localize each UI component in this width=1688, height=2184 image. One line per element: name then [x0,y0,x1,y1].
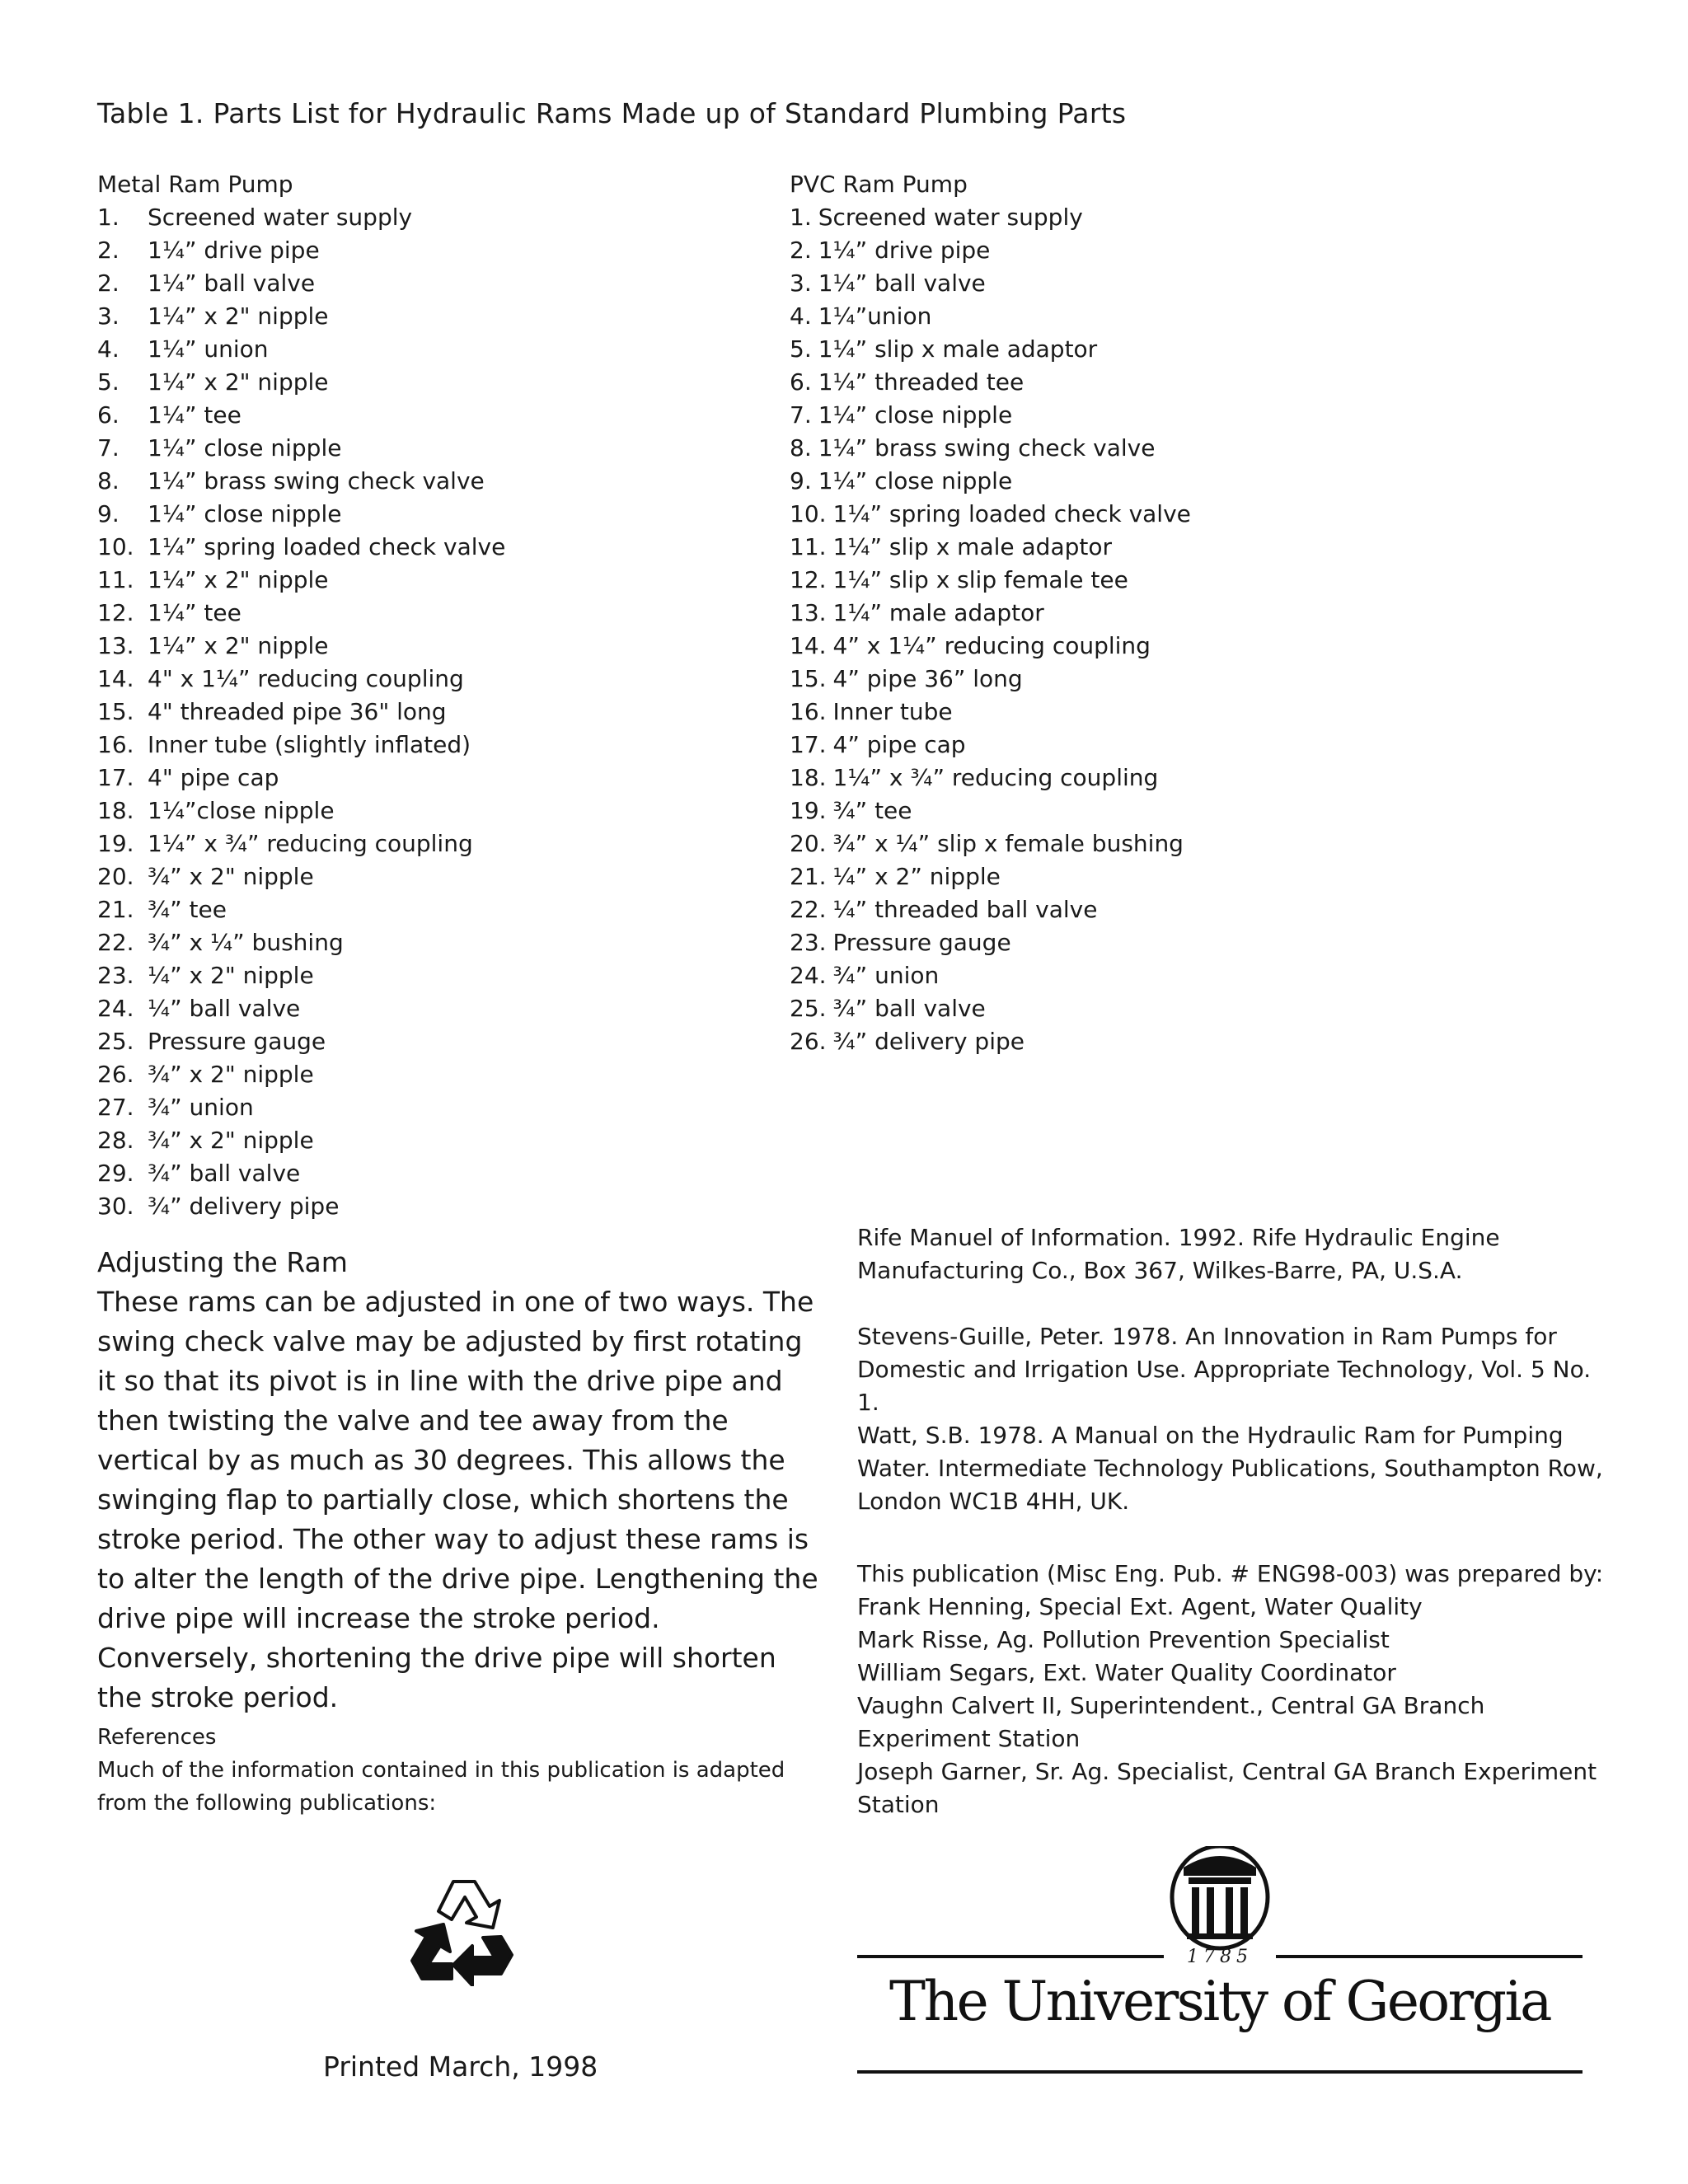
item-text: ¾” delivery pipe [832,1028,1025,1055]
item-text: ¾” x 2" nipple [148,863,314,890]
item-number: 2. [790,237,812,264]
list-item [790,794,1191,827]
pvc-ram-column [790,168,1191,1058]
item-number: 9. [790,467,812,494]
list-item [790,432,1191,465]
item-text: 4” pipe 36” long [832,665,1023,692]
list-item [97,333,505,366]
item-number: 7. [97,434,120,462]
item-text: ¾” delivery pipe [148,1193,340,1220]
item-text: 4” pipe cap [832,731,966,758]
item-number: 17. [97,764,134,791]
item-text: Screened water supply [818,204,1083,231]
item-text: ¾” x ¼” bushing [148,929,344,956]
preparer-name: Vaughn Calvert II, Superintendent., Central GA Branch Experiment Station [857,1692,1485,1752]
item-text: 1¼” brass swing check valve [818,434,1156,462]
item-number: 30. [97,1193,134,1220]
item-text: 1¼” ball valve [148,269,316,297]
item-number: 21. [97,896,134,923]
recycle-icon [410,1875,522,1986]
item-text: ¼” threaded ball valve [832,896,1098,923]
list-item [790,663,1191,696]
item-number: 16. [97,731,134,758]
reference-item: Rife Manuel of Information. 1992. Rife Hydraulic Engine Manufacturing Co., Box 367, Wilkes-Barre, PA, U.S.A. [857,1224,1500,1284]
item-text: 4” x 1¼” reducing coupling [832,632,1151,659]
item-number: 22. [790,896,827,923]
item-text: 1¼” slip x male adaptor [832,533,1113,560]
list-item [97,465,505,498]
list-item [97,794,505,827]
list-item [97,992,505,1025]
item-number: 18. [97,797,134,824]
preparer-name: William Segars, Ext. Water Quality Coordinator [857,1659,1396,1686]
item-text: 1¼” close nipple [148,434,342,462]
list-item [97,201,505,234]
item-number: 14. [790,632,827,659]
list-item [790,992,1191,1025]
list-item [97,432,505,465]
item-number: 24. [97,995,134,1022]
item-number: 8. [97,467,120,494]
item-text: Inner tube [832,698,953,725]
item-text: 1¼” tee [148,599,241,626]
item-number: 29. [97,1160,134,1187]
item-number: 3. [97,302,120,330]
metal-ram-heading: Metal Ram Pump [97,171,293,198]
item-text: Pressure gauge [148,1028,326,1055]
list-item [97,729,505,762]
item-number: 14. [97,665,134,692]
item-text: 1¼” union [148,335,269,363]
list-item [97,366,505,399]
item-text: 1¼” x 2" nipple [148,368,329,396]
item-text: ¾” x 2" nipple [148,1061,314,1088]
item-number: 15. [790,665,827,692]
item-text: ¾” tee [832,797,912,824]
references-heading: References [97,1725,217,1750]
list-item [790,564,1191,597]
item-number: 6. [97,401,120,429]
item-text: 1¼” slip x slip female tee [832,566,1128,593]
list-item [790,696,1191,729]
list-item [97,663,505,696]
item-number: 1. [97,204,120,231]
list-item [97,1124,505,1157]
printed-date: Printed March, 1998 [323,2050,598,2083]
item-number: 11. [97,566,134,593]
item-text: Pressure gauge [832,929,1011,956]
item-number: 23. [790,929,827,956]
item-number: 18. [790,764,827,791]
list-item [97,630,505,663]
item-number: 27. [97,1094,134,1121]
list-item [790,267,1191,300]
list-item [97,597,505,630]
item-number: 5. [97,368,120,396]
list-item [790,234,1191,267]
list-item [790,860,1191,893]
list-item [790,762,1191,794]
list-item [97,762,505,794]
item-number: 24. [790,962,827,989]
item-number: 12. [97,599,134,626]
list-item [790,399,1191,432]
item-number: 2. [97,237,120,264]
list-item [97,860,505,893]
adjusting-body: These rams can be adjusted in one of two ways. The swing check valve may be adjusted by first rotating it so that its pivot is in line with the drive pipe and then twisting the valve and tee away from the vertical by as much as 30 degrees. This allows the swinging flap to partially close, which shortens the stroke period. The other way to adjust these rams is to alter the length of the drive pipe. Lengthening the drive pipe will increase the stroke period. Conversely, shortening the drive pipe will shorten the stroke period. [97,1286,818,1713]
list-item [97,1058,505,1091]
item-text: ¾” ball valve [148,1160,301,1187]
item-text: 1¼” spring loaded check valve [832,500,1191,527]
item-number: 20. [790,830,827,857]
item-text: 1¼” close nipple [818,401,1013,429]
list-item [790,893,1191,926]
item-text: 1¼” spring loaded check valve [148,533,506,560]
list-item [97,300,505,333]
preparation-intro: This publication (Misc Eng. Pub. # ENG98-003) was prepared by: [857,1560,1604,1587]
university-arch-icon [1172,1846,1268,1948]
item-text: 4" x 1¼” reducing coupling [148,665,464,692]
list-item [97,267,505,300]
item-number: 10. [790,500,827,527]
list-item [97,827,505,860]
item-number: 4. [97,335,120,363]
item-text: ¼” ball valve [148,995,301,1022]
preparation-block [857,1558,1615,1821]
item-number: 13. [97,632,134,659]
list-item [790,827,1191,860]
list-item [790,531,1191,564]
item-text: ¾” tee [148,896,227,923]
item-number: 8. [790,434,812,462]
list-item [97,234,505,267]
preparer-name: Mark Risse, Ag. Pollution Prevention Specialist [857,1626,1390,1653]
pvc-parts-list [790,201,1191,1058]
item-text: 1¼” drive pipe [148,237,320,264]
list-item [790,959,1191,992]
item-text: Screened water supply [148,204,413,231]
metal-parts-list [97,201,505,1223]
item-text: 1¼” x 2" nipple [148,566,329,593]
reference-item: Stevens-Guille, Peter. 1978. An Innovation in Ram Pumps for Domestic and Irrigation Use. Appropriate Technology, Vol. 5 No. 1. [857,1323,1592,1416]
list-item [97,1025,505,1058]
item-number: 16. [790,698,827,725]
list-item [790,465,1191,498]
list-item [790,630,1191,663]
item-text: Inner tube (slightly inflated) [148,731,471,758]
item-text: ¾” x 2" nipple [148,1127,314,1154]
item-text: 1¼” male adaptor [832,599,1044,626]
item-text: 1¼” x ¾” reducing coupling [832,764,1159,791]
list-item [790,366,1191,399]
item-text: 1¼” ball valve [818,269,986,297]
item-text: 1¼”close nipple [148,797,335,824]
item-text: 1¼”union [818,302,932,330]
list-item [790,729,1191,762]
list-item [97,1091,505,1124]
item-number: 12. [790,566,827,593]
item-text: ¾” union [148,1094,254,1121]
item-number: 13. [790,599,827,626]
item-number: 25. [97,1028,134,1055]
item-text: 1¼” close nipple [818,467,1013,494]
adjusting-heading: Adjusting the Ram [97,1246,348,1278]
item-text: 1¼” brass swing check valve [148,467,485,494]
item-number: 25. [790,995,827,1022]
uga-founding-year: 1785 [1187,1947,1253,1967]
list-item [790,926,1191,959]
item-number: 3. [790,269,812,297]
item-number: 7. [790,401,812,429]
item-text: ¾” x ¼” slip x female bushing [832,830,1184,857]
item-text: ¾” ball valve [832,995,986,1022]
table-title: Table 1. Parts List for Hydraulic Rams Made up of Standard Plumbing Parts [97,97,1127,129]
pvc-ram-heading: PVC Ram Pump [790,171,968,198]
uga-wordmark: The University of Georgia [889,1970,1550,2033]
item-text: 4" threaded pipe 36" long [148,698,447,725]
list-item [97,531,505,564]
item-number: 15. [97,698,134,725]
item-text: 1¼” x 2" nipple [148,302,329,330]
uga-logo [857,1846,1582,2077]
item-text: 1¼” x ¾” reducing coupling [148,830,473,857]
item-number: 17. [790,731,827,758]
list-item [97,1157,505,1190]
reference-item: Watt, S.B. 1978. A Manual on the Hydraulic Ram for Pumping Water. Intermediate Technology Publications, Southampton Row, London WC1B 4HH, UK. [857,1422,1603,1515]
item-number: 5. [790,335,812,363]
list-item [97,696,505,729]
list-item [97,926,505,959]
list-item [97,399,505,432]
item-number: 2. [97,269,120,297]
item-text: ¼” x 2" nipple [148,962,314,989]
item-text: 4" pipe cap [148,764,279,791]
preparer-name: Frank Henning, Special Ext. Agent, Water Quality [857,1593,1423,1620]
item-text: ¾” union [832,962,940,989]
item-number: 1. [790,204,812,231]
item-number: 21. [790,863,827,890]
item-number: 10. [97,533,134,560]
item-number: 9. [97,500,120,527]
item-text: 1¼” close nipple [148,500,342,527]
item-number: 19. [790,797,827,824]
item-number: 26. [790,1028,827,1055]
list-item [790,498,1191,531]
item-text: 1¼” drive pipe [818,237,991,264]
item-number: 6. [790,368,812,396]
item-text: 1¼” x 2" nipple [148,632,329,659]
list-item [790,597,1191,630]
list-item [790,300,1191,333]
item-number: 11. [790,533,827,560]
preparer-name: Joseph Garner, Sr. Ag. Specialist, Central GA Branch Experiment Station [857,1758,1597,1818]
item-text: 1¼” threaded tee [818,368,1025,396]
item-number: 28. [97,1127,134,1154]
item-text: 1¼” tee [148,401,241,429]
item-number: 20. [97,863,134,890]
item-text: ¼” x 2” nipple [832,863,1001,890]
list-item [97,564,505,597]
references-intro: Much of the information contained in this publication is adapted from the following publications: [97,1758,785,1816]
list-item [790,1025,1191,1058]
list-item [790,333,1191,366]
metal-ram-column [97,168,505,1223]
item-number: 23. [97,962,134,989]
list-item [790,201,1191,234]
item-text: 1¼” slip x male adaptor [818,335,1098,363]
list-item [97,498,505,531]
list-item [97,1190,505,1223]
item-number: 22. [97,929,134,956]
item-number: 19. [97,830,134,857]
list-item [97,893,505,926]
item-number: 4. [790,302,812,330]
item-number: 26. [97,1061,134,1088]
list-item [97,959,505,992]
